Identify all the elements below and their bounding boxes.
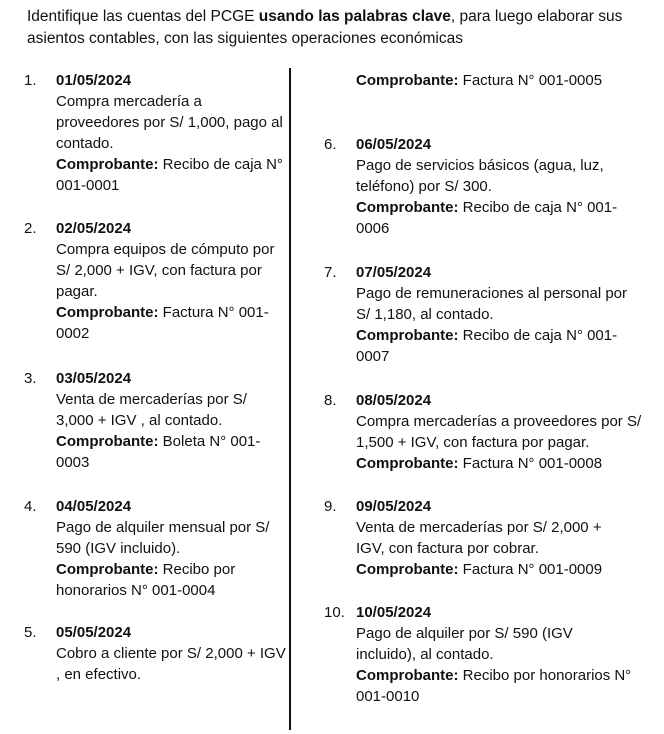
item-number: 5.	[24, 624, 37, 641]
operation-item-10	[324, 602, 634, 707]
voucher-label: Comprobante:	[356, 561, 459, 578]
item-description: Compra mercadería a proveedores por S/ 1,000, pago al contado.	[56, 93, 283, 152]
instructions-text-end: , para luego elaborar sus asientos contables, con las siguientes operaciones económicas	[27, 8, 623, 47]
column-divider	[289, 68, 291, 730]
operation-item-1	[24, 70, 286, 196]
item-voucher	[356, 559, 634, 580]
item-number: 10.	[324, 604, 345, 621]
item-date: 08/05/2024	[356, 392, 432, 409]
instructions-keyword-emphasis: usando las palabras clave	[258, 8, 451, 25]
item-number: 1.	[24, 72, 37, 89]
operation-item-8	[324, 390, 644, 474]
item-description: Pago de alquiler por S/ 590 (IGV incluido), al contado.	[356, 625, 573, 663]
voucher-value: Recibo de caja N° 001-0007	[356, 327, 618, 365]
item-date: 02/05/2024	[56, 220, 132, 237]
voucher-value: Recibo por honorarios N° 001-0010	[356, 667, 632, 705]
operation-item-7	[324, 262, 634, 367]
item-number: 7.	[324, 264, 337, 281]
operation-item-4	[24, 496, 286, 601]
voucher-label: Comprobante:	[356, 72, 459, 89]
operation-item-5-voucher	[356, 70, 626, 91]
voucher-label: Comprobante:	[356, 667, 459, 684]
operation-item-2	[24, 218, 288, 344]
item-description: Pago de remuneraciones al personal por S/ 1,180, al contado.	[356, 285, 628, 323]
item-description: Pago de alquiler mensual por S/ 590 (IGV incluido).	[56, 519, 270, 557]
item-voucher	[56, 431, 286, 473]
voucher-value: Recibo por honorarios N° 001-0004	[56, 561, 236, 599]
voucher-value: Factura N° 001-0009	[462, 561, 603, 578]
item-voucher	[356, 197, 634, 239]
item-number: 6.	[324, 136, 337, 153]
item-voucher	[356, 453, 644, 474]
item-number: 4.	[24, 498, 37, 515]
item-voucher	[356, 325, 634, 367]
instructions-paragraph	[27, 6, 647, 50]
voucher-value: Factura N° 001-0002	[56, 304, 269, 342]
voucher-value: Recibo de caja N° 001-0006	[356, 199, 618, 237]
voucher-label: Comprobante:	[356, 327, 459, 344]
item-number: 9.	[324, 498, 337, 515]
instructions-text-start: Identifique las cuentas del PCGE	[27, 8, 259, 25]
voucher-label: Comprobante:	[56, 304, 159, 321]
item-date: 01/05/2024	[56, 72, 132, 89]
item-date: 06/05/2024	[356, 136, 432, 153]
item-date: 09/05/2024	[356, 498, 432, 515]
voucher-value: Recibo de caja N° 001-0001	[56, 156, 283, 194]
item-date: 07/05/2024	[356, 264, 432, 281]
item-number: 8.	[324, 392, 337, 409]
item-description: Compra mercaderías a proveedores por S/ 1,500 + IGV, con factura por pagar.	[356, 413, 642, 451]
operation-item-3	[24, 368, 286, 473]
item-description: Pago de servicios básicos (agua, luz, teléfono) por S/ 300.	[356, 157, 604, 195]
item-date: 05/05/2024	[56, 624, 132, 641]
voucher-label: Comprobante:	[56, 433, 159, 450]
item-voucher	[356, 665, 634, 707]
item-voucher	[56, 154, 286, 196]
item-number: 3.	[24, 370, 37, 387]
voucher-label: Comprobante:	[356, 199, 459, 216]
voucher-value: Factura N° 001-0008	[462, 455, 603, 472]
item-voucher	[56, 559, 286, 601]
item-number: 2.	[24, 220, 37, 237]
item-date: 03/05/2024	[56, 370, 132, 387]
operation-item-9	[324, 496, 634, 580]
item-description: Cobro a cliente por S/ 2,000 + IGV , en efectivo.	[56, 645, 286, 683]
item-date: 10/05/2024	[356, 604, 432, 621]
item-description: Compra equipos de cómputo por S/ 2,000 + IGV, con factura por pagar.	[56, 241, 275, 300]
voucher-label: Comprobante:	[356, 455, 459, 472]
item-description: Venta de mercaderías por S/ 2,000 + IGV, con factura por cobrar.	[356, 519, 602, 557]
voucher-label: Comprobante:	[56, 156, 159, 173]
operation-item-5	[24, 622, 286, 685]
item-description: Venta de mercaderías por S/ 3,000 + IGV , al contado.	[56, 391, 247, 429]
item-date: 04/05/2024	[56, 498, 132, 515]
operation-item-6	[324, 134, 634, 239]
item-voucher	[56, 302, 288, 344]
voucher-label: Comprobante:	[56, 561, 159, 578]
voucher-value: Factura N° 001-0005	[462, 72, 603, 89]
voucher-value: Boleta N° 001-0003	[56, 433, 261, 471]
